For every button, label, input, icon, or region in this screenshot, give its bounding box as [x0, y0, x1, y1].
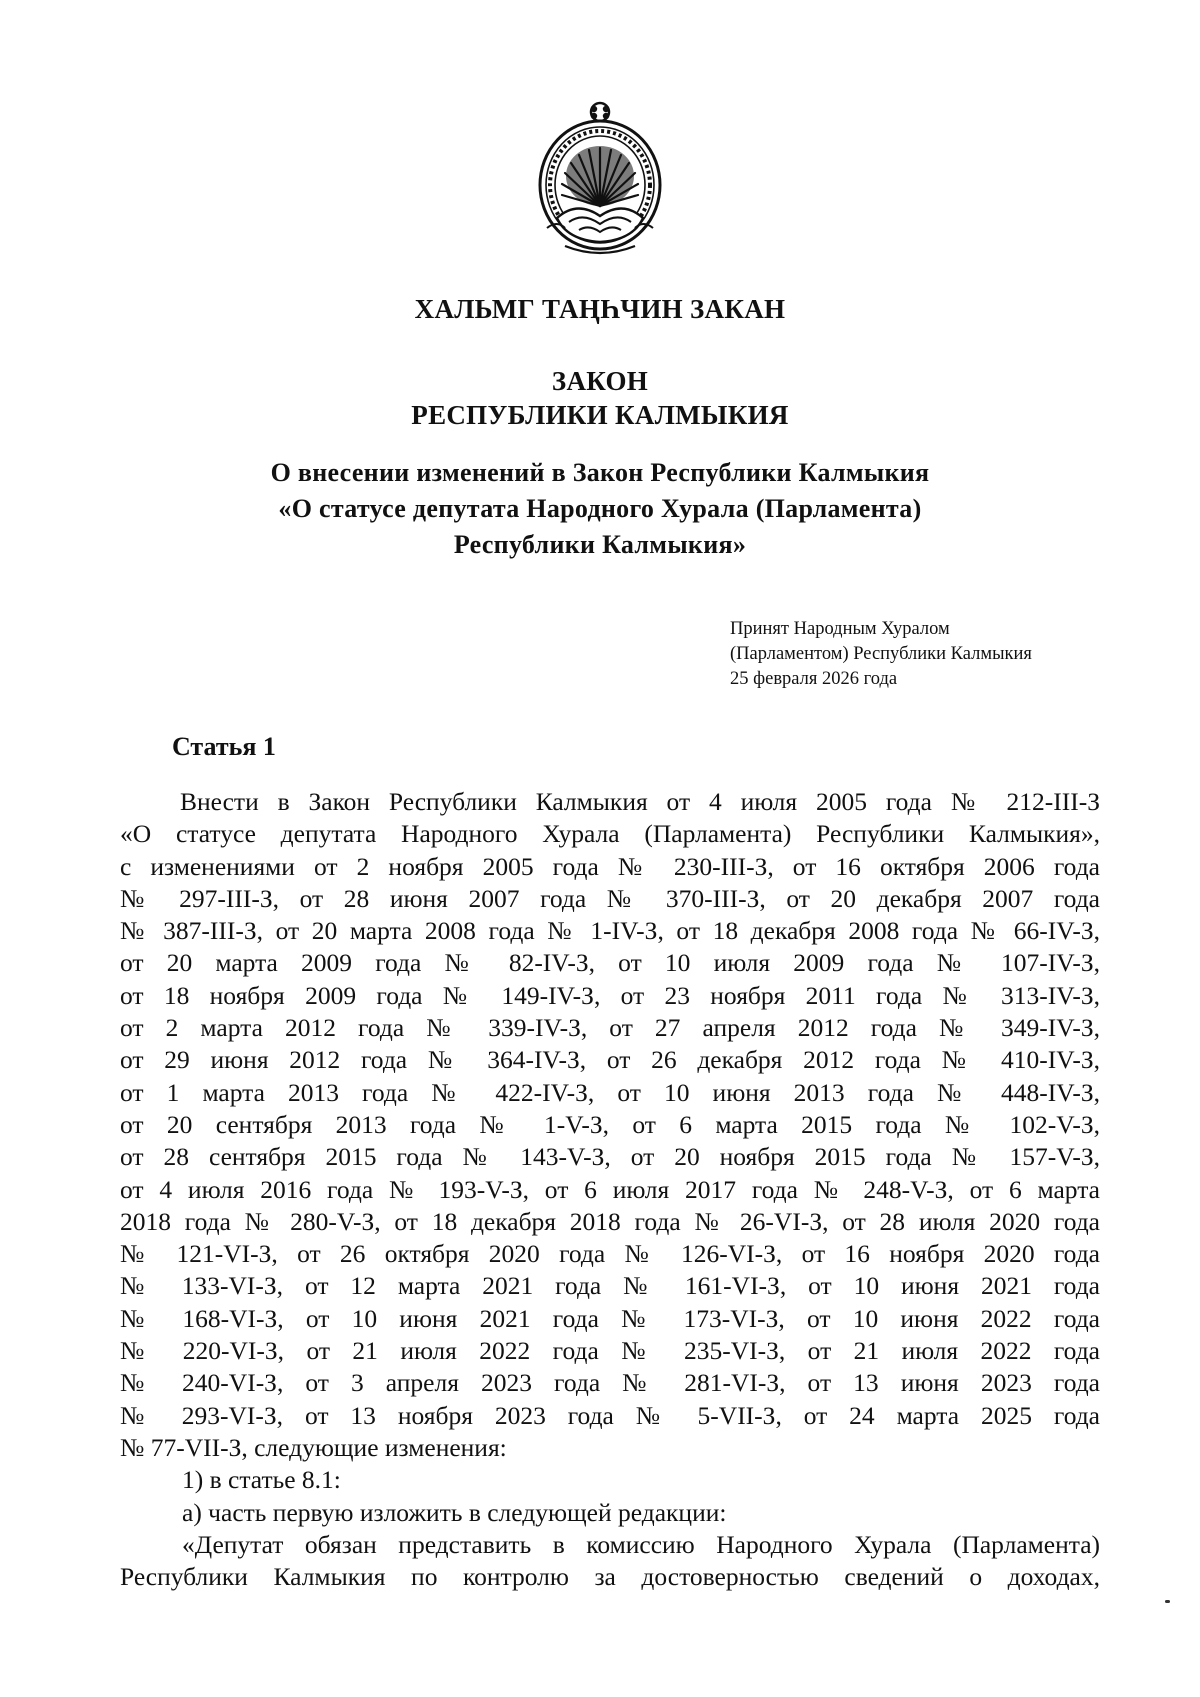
body-line: «О статусе депутата Народного Хурала (Парламента) Республики Калмыкия»,	[120, 819, 1100, 849]
body-line: № 293-VI-З, от 13 ноября 2023 года № 5-VII-З, от 24 марта 2025 года	[120, 1400, 1100, 1430]
adoption-note-line-1: Принят Народным Хуралом	[730, 619, 950, 639]
law-subject	[0, 455, 1200, 563]
body-line: Республики Калмыкия по контролю за достоверностью сведений о доходах,	[120, 1562, 1100, 1592]
article-body	[120, 786, 1100, 1593]
body-line: «Депутат обязан представить в комиссию Народного Хурала (Парламента)	[182, 1529, 1100, 1559]
adoption-note-line-2: (Парламентом) Республики Калмыкия	[730, 644, 1032, 664]
body-line: а) часть первую изложить в следующей редакции:	[182, 1497, 727, 1527]
kalmykia-coat-of-arms-icon	[537, 100, 663, 266]
body-line: № 387-III-З, от 20 марта 2008 года № 1-IV-З, от 18 декабря 2008 года № 66-IV-З,	[120, 916, 1100, 946]
scan-speck	[1165, 1600, 1170, 1603]
law-title	[0, 364, 1200, 432]
law-title-line-2: РЕСПУБЛИКИ КАЛМЫКИЯ	[411, 400, 789, 430]
body-line: от 18 ноября 2009 года № 149-IV-З, от 23 ноября 2011 года № 313-IV-З,	[120, 980, 1100, 1010]
law-title-line-1: ЗАКОН	[551, 366, 649, 396]
adoption-note	[730, 617, 1032, 692]
adoption-note-line-3: 25 февраля 2026 года	[730, 669, 898, 689]
body-line: № 121-VI-З, от 26 октября 2020 года № 126-VI-З, от 16 ноября 2020 года	[120, 1239, 1100, 1269]
law-subject-line-2: «О статусе депутата Народного Хурала (Парламента)	[278, 494, 922, 523]
body-line: 2018 года № 280-V-З, от 18 декабря 2018 года № 26-VI-З, от 28 июля 2020 года	[120, 1206, 1100, 1236]
body-line: от 29 июня 2012 года № 364-IV-З, от 26 декабря 2012 года № 410-IV-З,	[120, 1045, 1100, 1075]
body-line: № 297-III-З, от 28 июня 2007 года № 370-III-З, от 20 декабря 2007 года	[120, 883, 1100, 913]
body-line: от 20 марта 2009 года № 82-IV-З, от 10 июля 2009 года № 107-IV-З,	[120, 948, 1100, 978]
law-subject-line-3: Республики Калмыкия»	[453, 530, 747, 559]
body-line: № 168-VI-З, от 10 июня 2021 года № 173-VI-З, от 10 июня 2022 года	[120, 1303, 1100, 1333]
body-line: № 240-VI-З, от 3 апреля 2023 года № 281-VI-З, от 13 июня 2023 года	[120, 1368, 1100, 1398]
body-line: от 28 сентября 2015 года № 143-V-З, от 20 ноября 2015 года № 157-V-З,	[120, 1142, 1100, 1172]
body-line: от 2 марта 2012 года № 339-IV-З, от 27 апреля 2012 года № 349-IV-З,	[120, 1013, 1100, 1043]
article-heading: Статья 1	[172, 732, 276, 761]
body-line: № 220-VI-З, от 21 июля 2022 года № 235-VI-З, от 21 июля 2022 года	[120, 1336, 1100, 1366]
kalmyk-law-title: ХАЛЬМГ ТАҢҺЧИН ЗАКАН	[414, 294, 786, 324]
body-line: от 20 сентября 2013 года № 1-V-З, от 6 марта 2015 года № 102-V-З,	[120, 1109, 1100, 1139]
body-line: 1) в статье 8.1:	[182, 1465, 341, 1495]
body-line: от 1 марта 2013 года № 422-IV-З, от 10 июня 2013 года № 448-IV-З,	[120, 1077, 1100, 1107]
body-line: № 77-VII-З, следующие изменения:	[120, 1432, 507, 1462]
law-subject-line-1: О внесении изменений в Закон Республики Калмыкия	[270, 458, 930, 487]
body-line: с изменениями от 2 ноября 2005 года № 230-III-З, от 16 октября 2006 года	[120, 851, 1100, 881]
body-line: от 4 июля 2016 года № 193-V-З, от 6 июля 2017 года № 248-V-З, от 6 марта	[120, 1174, 1100, 1204]
body-line: Внести в Закон Республики Калмыкия от 4 июля 2005 года № 212-III-З	[180, 787, 1100, 816]
body-line: № 133-VI-З, от 12 марта 2021 года № 161-VI-З, от 10 июня 2021 года	[120, 1271, 1100, 1301]
